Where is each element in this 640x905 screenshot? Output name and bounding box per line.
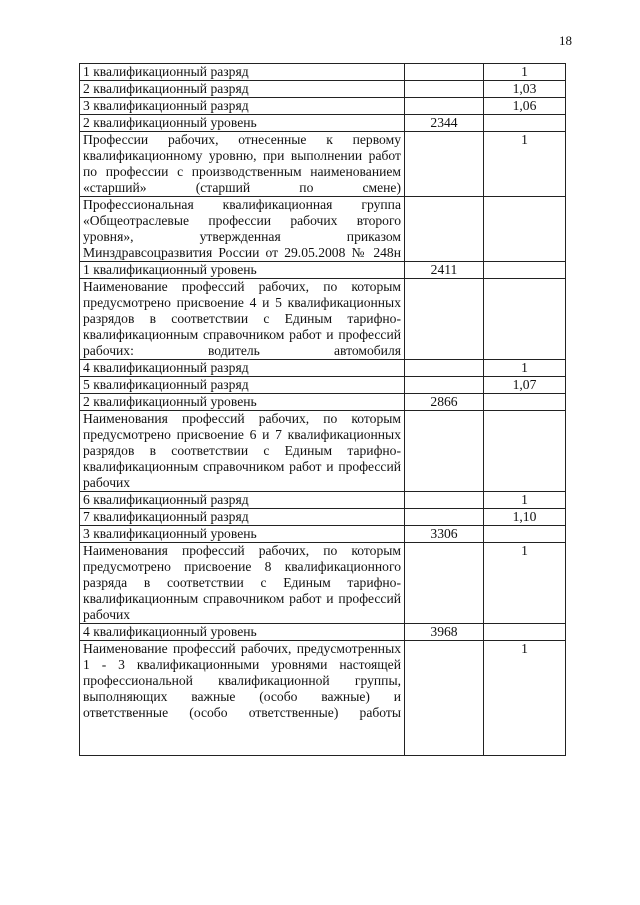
coefficient-value: 1 (484, 543, 566, 624)
table-row (80, 64, 566, 81)
salary-value (405, 64, 484, 81)
table-row (80, 98, 566, 115)
coefficient-value: 1,07 (484, 377, 566, 394)
page-number: 18 (559, 33, 572, 48)
qualification-name: 2 квалификационный уровень (80, 394, 405, 411)
qualification-name: 7 квалификационный разряд (80, 509, 405, 526)
salary-value (405, 98, 484, 115)
salary-value (405, 279, 484, 360)
table-row (80, 197, 566, 262)
table-row (80, 624, 566, 641)
salary-value (405, 360, 484, 377)
salary-value: 3968 (405, 624, 484, 641)
qualification-name: 6 квалификационный разряд (80, 492, 405, 509)
table-row (80, 115, 566, 132)
coefficient-value (484, 394, 566, 411)
table-row (80, 641, 566, 756)
coefficient-value: 1 (484, 641, 566, 756)
coefficient-value: 1,03 (484, 81, 566, 98)
salary-value (405, 641, 484, 756)
qualification-name: 3 квалификационный уровень (80, 526, 405, 543)
qualification-name: 4 квалификационный уровень (80, 624, 405, 641)
table-row (80, 509, 566, 526)
table-row (80, 81, 566, 98)
qualification-table (79, 63, 566, 756)
coefficient-value: 1,06 (484, 98, 566, 115)
salary-value: 2866 (405, 394, 484, 411)
qualification-name: Наименования профессий рабочих, по которым предусмотрено присвоение 6 и 7 квалификационных разрядов в соответствии с Единым тарифно-квалификационным справочником работ и профессий рабочих (80, 411, 405, 492)
coefficient-value (484, 115, 566, 132)
salary-value (405, 81, 484, 98)
coefficient-value (484, 526, 566, 543)
qualification-name: 2 квалификационный уровень (80, 115, 405, 132)
table-row (80, 543, 566, 624)
table-row (80, 492, 566, 509)
salary-value (405, 492, 484, 509)
qualification-name: Наименование профессий рабочих, по которым предусмотрено присвоение 4 и 5 квалификационных разрядов в соответствии с Единым тарифно-квалификационным справочником работ и профессий рабочих: водитель автомобиля (80, 279, 405, 360)
qualification-name: 3 квалификационный разряд (80, 98, 405, 115)
coefficient-value (484, 262, 566, 279)
coefficient-value (484, 624, 566, 641)
coefficient-value: 1 (484, 132, 566, 197)
coefficient-value: 1,10 (484, 509, 566, 526)
salary-value (405, 197, 484, 262)
qualification-name: 1 квалификационный разряд (80, 64, 405, 81)
qualification-name: Профессиональная квалификационная группа «Общеотраслевые профессии рабочих второго уровня», утвержденная приказом Минздравсоцразвития России от 29.05.2008 № 248н (80, 197, 405, 262)
coefficient-value (484, 411, 566, 492)
salary-value (405, 132, 484, 197)
salary-value (405, 377, 484, 394)
coefficient-value: 1 (484, 360, 566, 377)
table-row (80, 279, 566, 360)
coefficient-value (484, 279, 566, 360)
table-row (80, 526, 566, 543)
qualification-name: 2 квалификационный разряд (80, 81, 405, 98)
table-row (80, 377, 566, 394)
table-row (80, 360, 566, 377)
coefficient-value: 1 (484, 492, 566, 509)
salary-value (405, 543, 484, 624)
salary-value: 2344 (405, 115, 484, 132)
salary-value: 3306 (405, 526, 484, 543)
qualification-name: Наименование профессий рабочих, предусмотренных 1 - 3 квалификационными уровнями настоящей профессиональной квалификационной группы, выполняющих важные (особо важные) и ответственные (особо ответственные) работы (80, 641, 405, 756)
qualification-name: 1 квалификационный уровень (80, 262, 405, 279)
table-row (80, 262, 566, 279)
salary-value: 2411 (405, 262, 484, 279)
qualification-name: Профессии рабочих, отнесенные к первому квалификационному уровню, при выполнении работ по профессии с производственным наименованием «старший» (старший по смене) (80, 132, 405, 197)
table-row (80, 394, 566, 411)
qualification-name: Наименования профессий рабочих, по которым предусмотрено присвоение 8 квалификационного разряда в соответствии с Единым тарифно-квалификационным справочником работ и профессий рабочих (80, 543, 405, 624)
salary-value (405, 509, 484, 526)
table-row (80, 411, 566, 492)
qualification-name: 5 квалификационный разряд (80, 377, 405, 394)
salary-value (405, 411, 484, 492)
table-row (80, 132, 566, 197)
coefficient-value: 1 (484, 64, 566, 81)
coefficient-value (484, 197, 566, 262)
qualification-name: 4 квалификационный разряд (80, 360, 405, 377)
